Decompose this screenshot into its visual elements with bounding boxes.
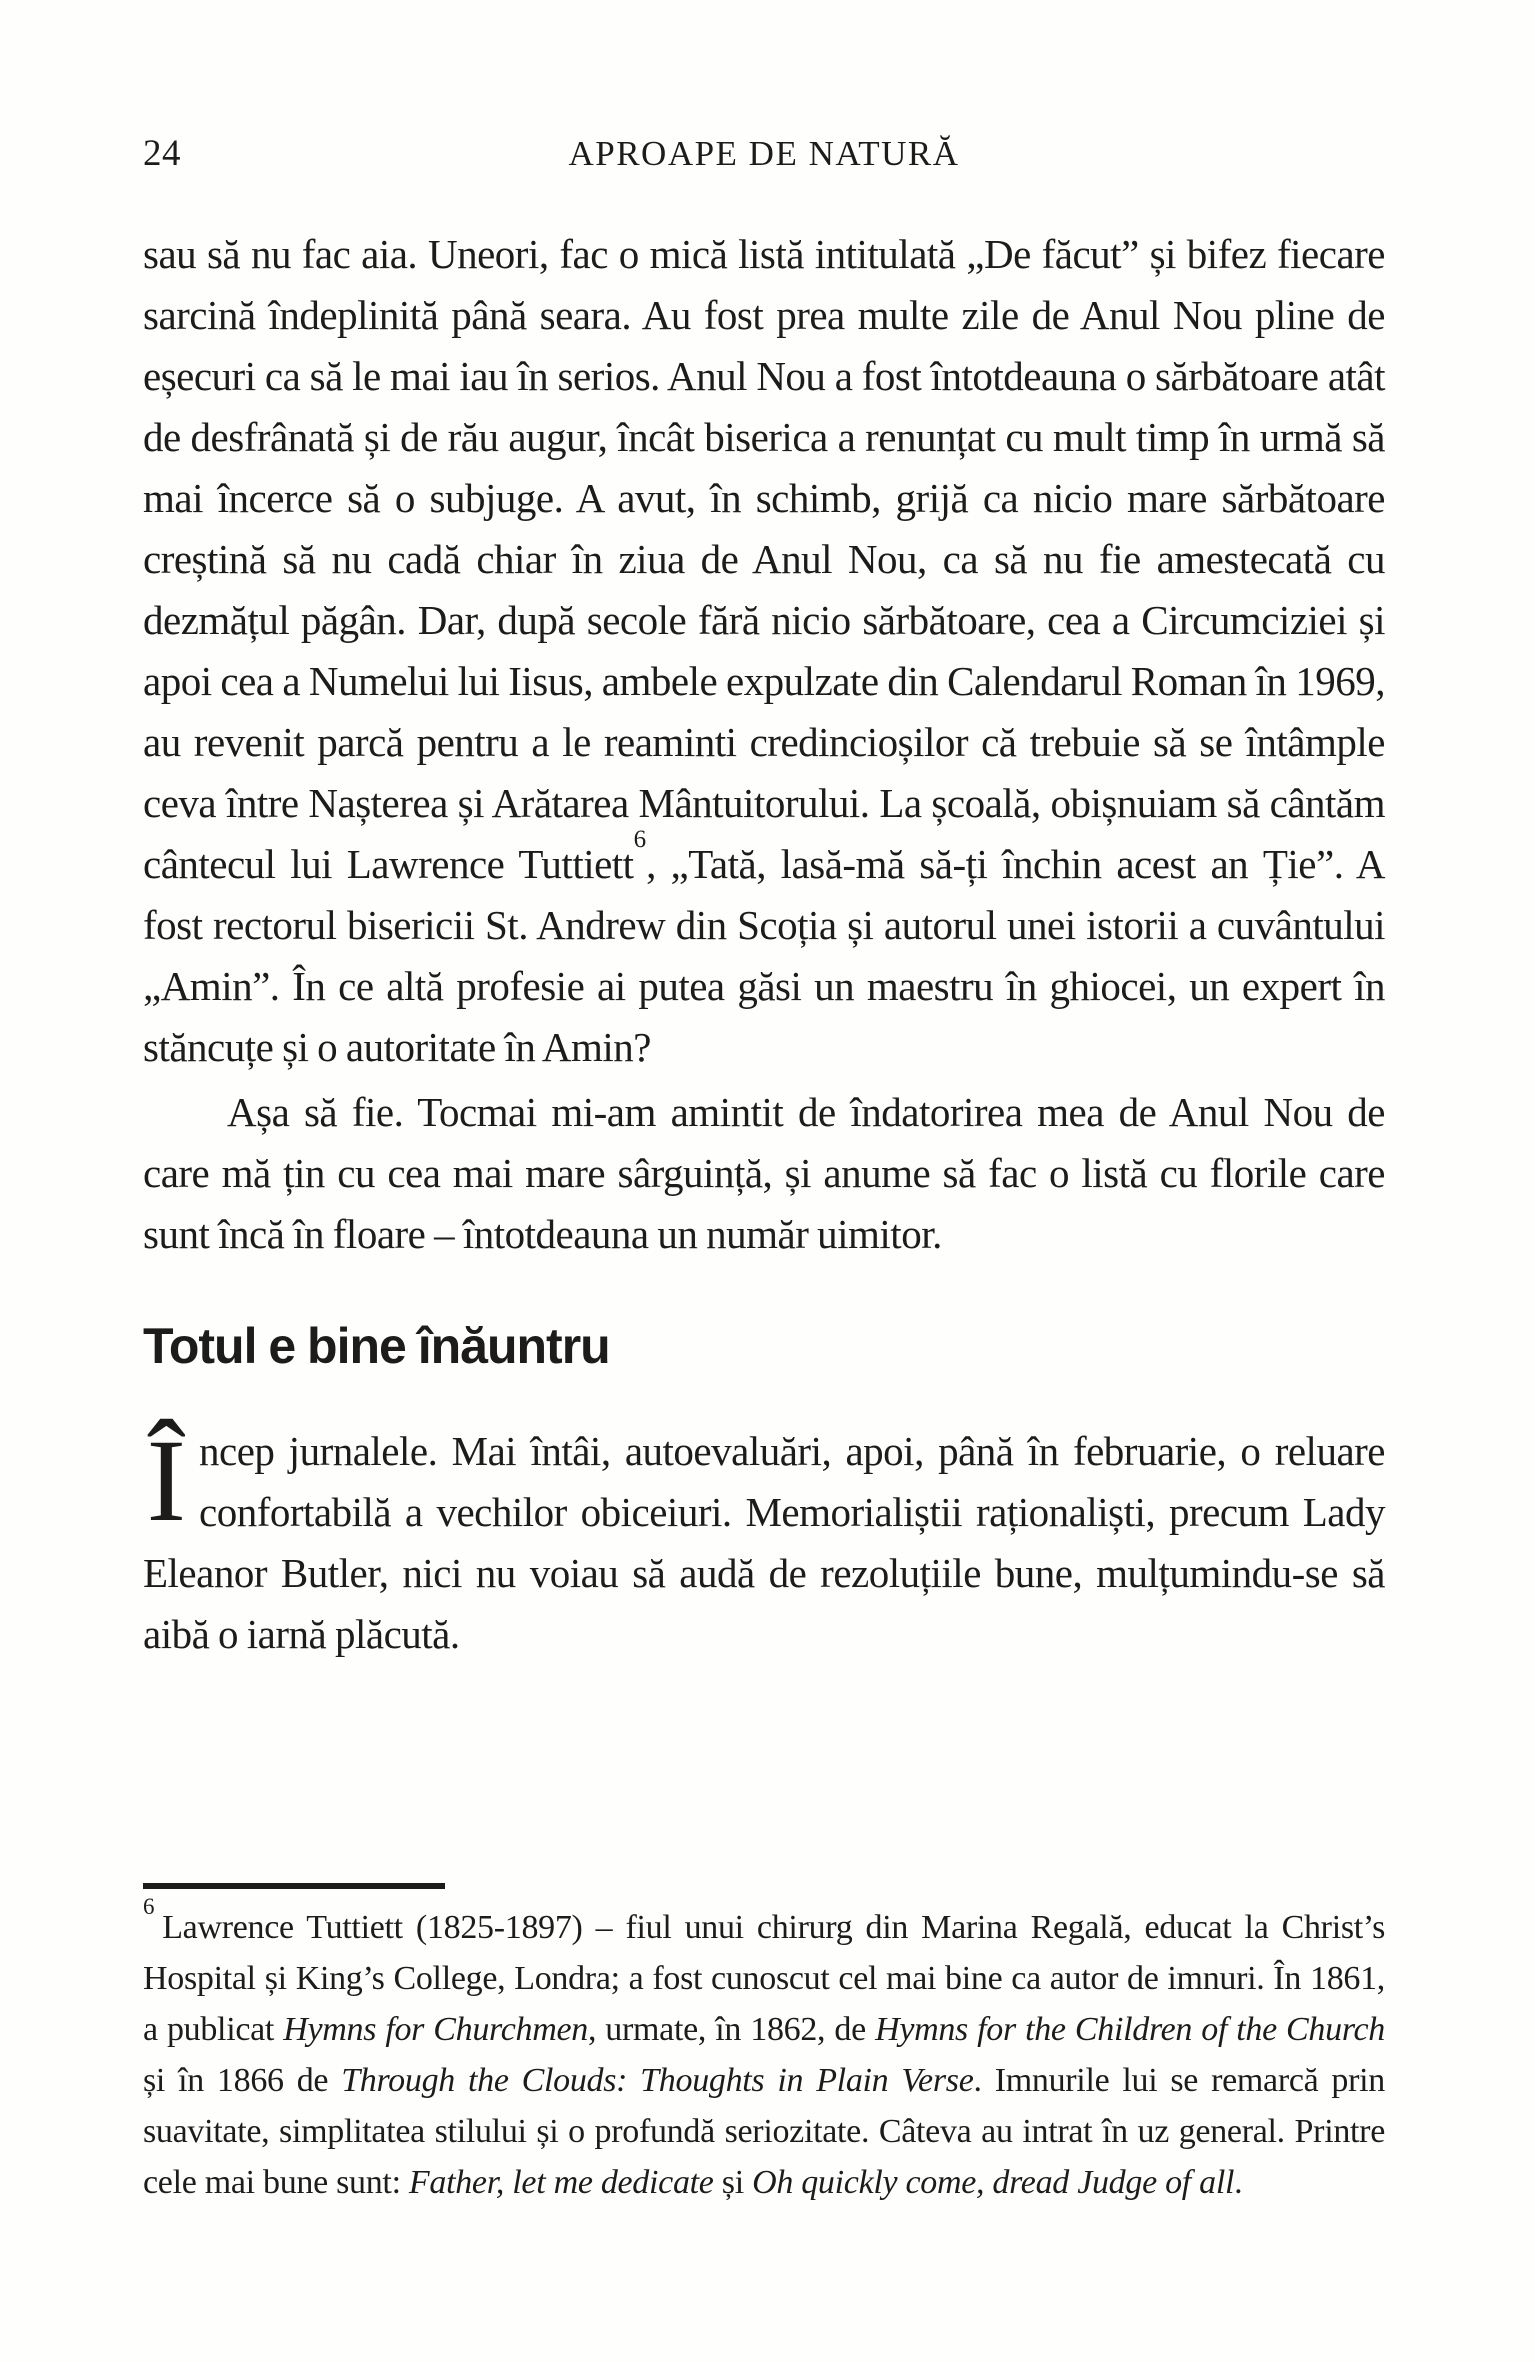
footnote-text: și în 1866 de [143, 2062, 342, 2099]
page-number: 24 [143, 133, 181, 174]
footnote-text: Lawrence Tuttiett (1825-1897) – fiul unui chirurg din Marina Regală, educat la Christ’s Hospital și King’s College, Londra; a fost cunoscut cel mai bine ca autor de imnuri. În 1861, a publicat [143, 1909, 1385, 2048]
footnote-title-oh-quickly-come: Oh quickly come, dread Judge of all [752, 2164, 1235, 2201]
page-header [143, 130, 1385, 176]
footnote-marker: 6 [143, 1893, 155, 1919]
drop-cap: Î [146, 1415, 186, 1546]
paragraph-1-text-b: , „Tată, lasă-mă să-ți închin acest an Ție”. A fost rectorul bisericii St. Andrew din Scoția și autorul unei istorii a cuvântului „Amin”. În ce altă profesie ai putea găsi un maestru în ghiocei, un expert în stăncuțe și o autoritate în Amin? [143, 841, 1385, 1070]
footnote-title-hymns-for-children: Hymns for the Children of the Church [875, 2011, 1385, 2048]
footnote-title-father-let-me-dedicate: Father, let me dedicate [408, 2164, 714, 2201]
section-heading: Totul e bine înăuntru [143, 1318, 610, 1374]
footnote-text: și [713, 2164, 753, 2201]
footnote-separator [143, 1883, 445, 1889]
paragraph-3-text: ncep jurnalele. Mai întâi, autoevaluări, apoi, până în februarie, o reluare confortabilă a vechilor obiceiuri. Memorialiștii raționaliști, precum Lady Eleanor Butler, nici nu voiau să audă de rezoluțiile bune, mulțumindu-se să aibă o iarnă plăcută. [143, 1428, 1385, 1657]
page-body [143, 224, 1385, 1665]
paragraph-1-text-a: sau să nu fac aia. Uneori, fac o mică listă intitulată „De făcut” și bifez fiecare sarcină îndeplinită până seara. Au fost prea multe zile de Anul Nou pline de eșecuri ca să le mai iau în serios. Anul Nou a fost întotdeauna o sărbătoare atât de desfrânată și de rău augur, încât biserica a renunțat cu mult timp în urmă să mai încerce să o subjuge. A avut, în schimb, grijă ca nicio mare sărbătoare creștină să nu cadă chiar în ziua de Anul Nou, ca să nu fie amestecată cu dezmățul păgân. Dar, după secole fără nicio sărbătoare, cea a Circumciziei și apoi cea a Numelui lui Iisus, ambele expulzate din Calendarul Roman în 1969, au revenit parcă pentru a le reaminti credincioșilor că trebuie să se întâmple ceva între Nașterea și Arătarea Mântuitorului. La școală, obișnuiam să cântăm cântecul lui Lawrence Tuttiett [143, 231, 1385, 887]
footnote-text: , urmate, în 1862, de [587, 2011, 876, 2048]
footnote-text: . [1234, 2164, 1243, 2201]
footnote-reference: 6 [633, 826, 647, 854]
paragraph-2: Așa să fie. Tocmai mi-am amintit de îndatorirea mea de Anul Nou de care mă țin cu cea mai mare sârguință, și anume să fac o listă cu florile care sunt încă în floare – întotdeauna un număr uimitor. [143, 1089, 1385, 1257]
paragraph-3 [143, 1415, 1385, 1665]
paragraph-1 [143, 224, 1385, 1078]
footnote [143, 1893, 1386, 2208]
footnote-title-through-the-clouds: Through the Clouds: Thoughts in Plain Verse [341, 2062, 974, 2099]
running-head: APROAPE DE NATURĂ [568, 134, 960, 173]
footnote-title-hymns-for-churchmen: Hymns for Churchmen [283, 2011, 588, 2048]
footnote-text: . Imnurile lui se remarcă prin suavitate, simplitatea stilului și o profundă seriozitate. Câteva au intrat în uz general. Printre cele mai bune sunt: [143, 2062, 1386, 2201]
